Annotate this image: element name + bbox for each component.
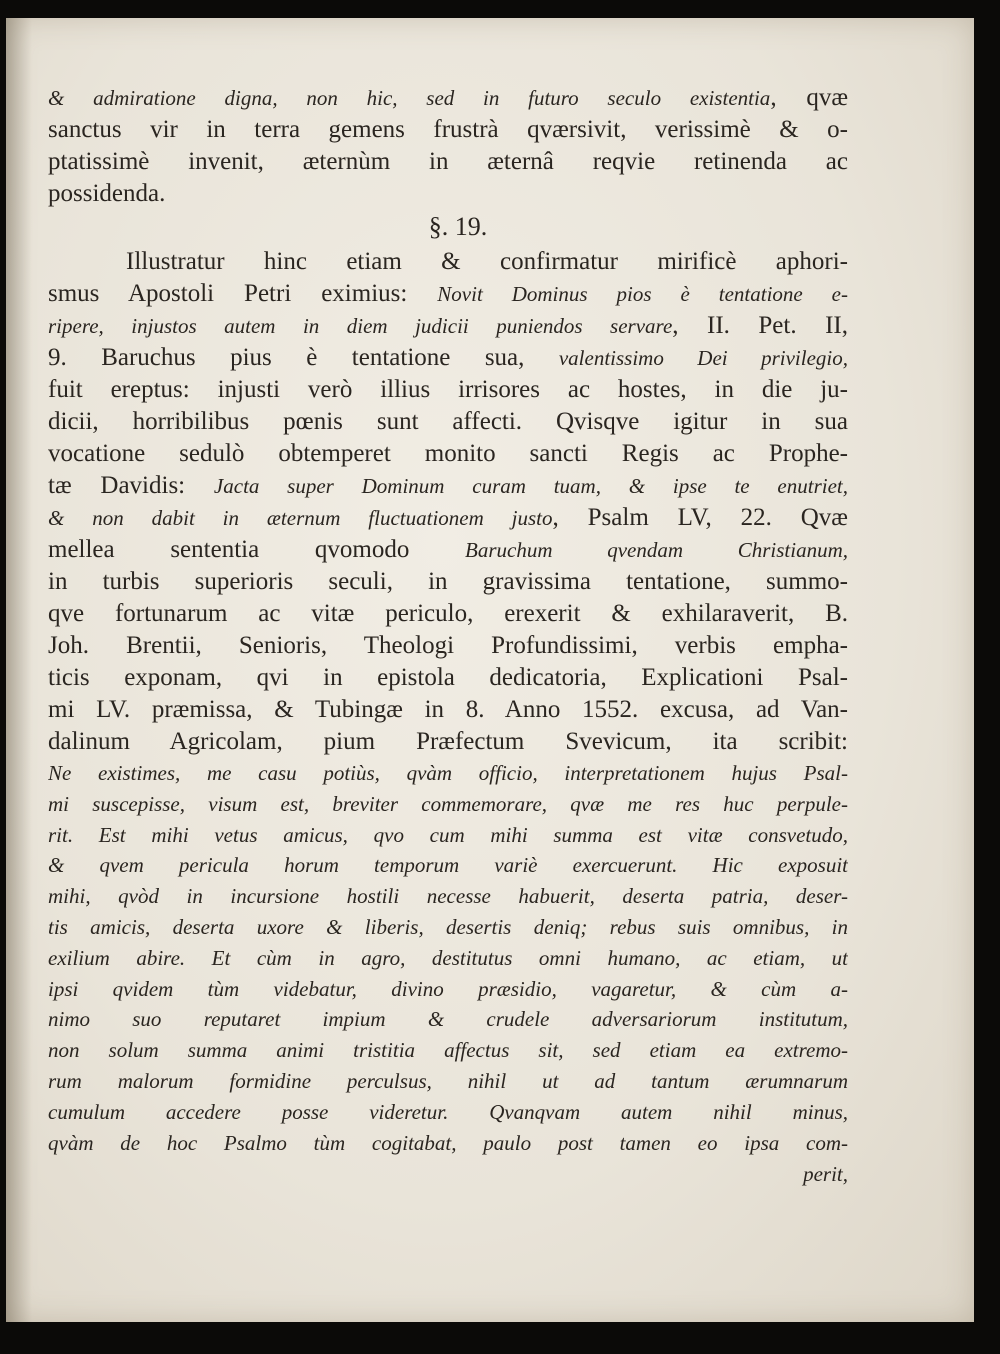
text-line: mellea sententia qvomodo Baruchum qvendam Christianum, <box>48 536 848 563</box>
book-page <box>6 18 974 1322</box>
quote-line: Ne existimes, me casu potiùs, qvàm officio, interpretationem hujus Psal- <box>48 761 848 785</box>
quote-line: non solum summa animi tristitia affectus sit, sed etiam ea extremo- <box>48 1038 848 1063</box>
section-heading: §. 19. <box>428 212 488 241</box>
text-line: dalinum Agricolam, pium Præfectum Svevicum, ita scribit: <box>48 728 848 755</box>
text-line: mi LV. præmissa, & Tubingæ in 8. Anno 1552. excusa, ad Van- <box>48 696 848 723</box>
text-line: tæ Davidis: Jacta super Dominum curam tuam, & ipse te enutriet, <box>48 472 848 499</box>
text-line: possidenda. <box>48 180 166 207</box>
text-line: ptatissimè invenit, æternùm in æternâ reqvie retinenda ac <box>48 148 848 175</box>
gutter-shadow <box>6 18 32 1322</box>
text-line: fuit ereptus: injusti verò illius irrisores ac hostes, in die ju- <box>48 376 848 403</box>
text-line: in turbis superioris seculi, in gravissima tentatione, summo- <box>48 568 848 595</box>
text-line: & admiratione digna, non hic, sed in futuro seculo existentia, qvæ <box>48 84 848 111</box>
text-line: 9. Baruchus pius è tentatione sua, valentissimo Dei privilegio, <box>48 344 848 371</box>
quote-line: rum malorum formidine perculsus, nihil ut ad tantum ærumnarum <box>48 1068 848 1093</box>
quote-line: exilium abire. Et cùm in agro, destitutus omni humano, ac etiam, ut <box>48 945 848 970</box>
quote-line: qvàm de hoc Psalmo tùm cogitabat, paulo post tamen eo ipsa com- <box>48 1130 848 1155</box>
text-line: Joh. Brentii, Senioris, Theologi Profundissimi, verbis empha- <box>48 632 848 659</box>
text-line: sanctus vir in terra gemens frustrà qværsivit, verissimè & o- <box>48 116 848 143</box>
quote-line: mi suscepisse, visum est, breviter commemorare, qvæ me res huc perpule- <box>48 791 848 816</box>
quote-line: & qvem pericula horum temporum variè exercuerunt. Hic exposuit <box>48 853 848 878</box>
text-line: qve fortunarum ac vitæ periculo, erexerit & exhilaraverit, B. <box>48 600 848 627</box>
quote-line: mihi, qvòd in incursione hostili necesse habuerit, deserta patria, deser- <box>48 884 848 909</box>
text-line: dicii, horribilibus pœnis sunt affecti. Qvisqve igitur in sua <box>48 408 848 435</box>
quote-line: ipsi qvidem tùm videbatur, divino præsidio, vagaretur, & cùm a- <box>48 976 848 1001</box>
text-line: ripere, injustos autem in diem judicii puniendos servare, II. Pet. II, <box>48 312 848 339</box>
quote-line: tis amicis, deserta uxore & liberis, desertis deniq; rebus suis omnibus, in <box>48 914 848 939</box>
quote-line: rit. Est mihi vetus amicus, qvo cum mihi summa est vitæ consvetudo, <box>48 822 848 847</box>
text-line: vocatione sedulò obtemperet monito sancti Regis ac Prophe- <box>48 440 848 467</box>
text-line: smus Apostoli Petri eximius: Novit Dominus pios è tentatione e- <box>48 280 848 307</box>
page-text <box>48 82 848 1190</box>
catchword: perit, <box>803 1162 848 1187</box>
text-line: & non dabit in æternum fluctuationem justo, Psalm LV, 22. Qvæ <box>48 504 848 531</box>
text-line: Illustratur hinc etiam & confirmatur mirificè aphori- <box>126 248 848 275</box>
quote-line: nimo suo reputaret impium & crudele adversariorum institutum, <box>48 1007 848 1032</box>
text-line: ticis exponam, qvi in epistola dedicatoria, Explicationi Psal- <box>48 664 848 691</box>
quote-line: cumulum accedere posse videretur. Qvanqvam autem nihil minus, <box>48 1099 848 1124</box>
